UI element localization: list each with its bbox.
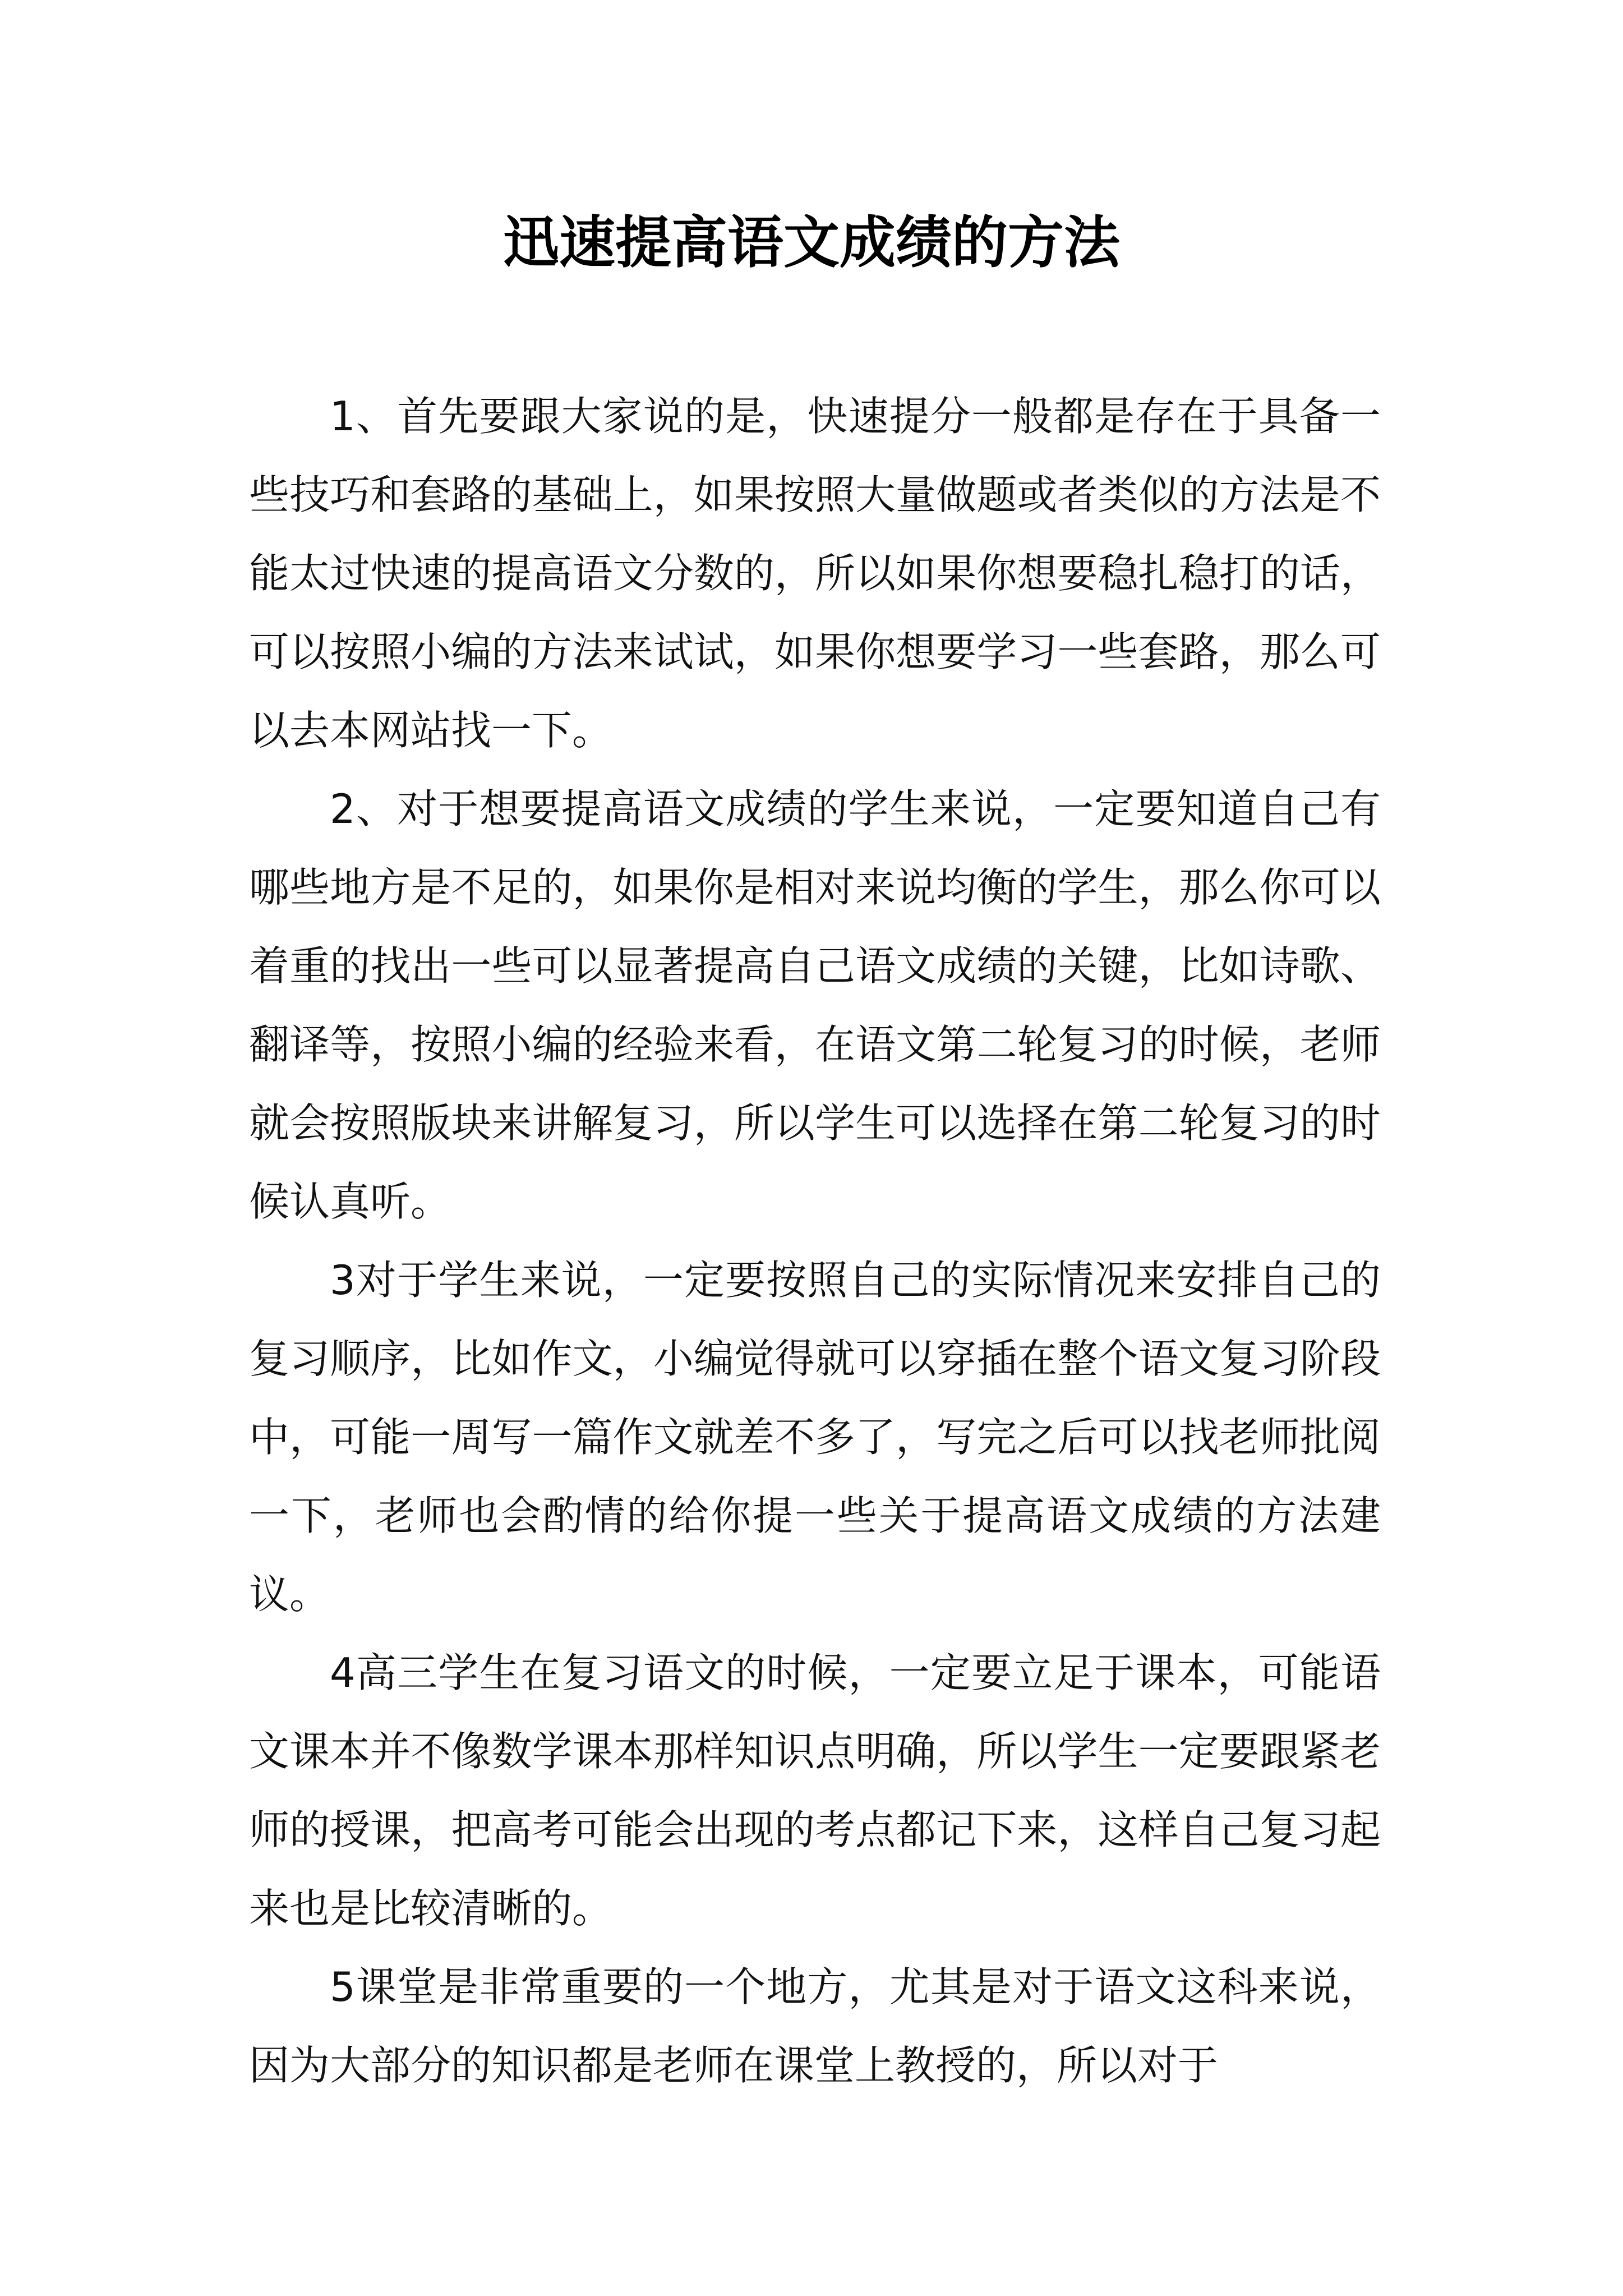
paragraph-4: 4高三学生在复习语文的时候，一定要立足于课本，可能语文课本并不像数学课本那样知识点明确，所以学生一定要跟紧老师的授课，把高考可能会出现的考点都记下来，这样自己复习起来也是比较清晰的。: [249, 1649, 1381, 1932]
paragraph-5: 5课堂是非常重要的一个地方，尤其是对于语文这科来说，因为大部分的知识都是老师在课堂上教授的，所以对于: [249, 1963, 1381, 2089]
document-body: [249, 377, 1381, 2105]
paragraph-3: 3对于学生来说，一定要按照自己的实际情况来安排自己的复习顺序，比如作文，小编觉得就可以穿插在整个语文复习阶段中，可能一周写一篇作文就差不多了，写完之后可以找老师批阅一下，老师也会酌情的给你提一些关于提高语文成绩的方法建议。: [249, 1257, 1381, 1618]
paragraph-1: 1、首先要跟大家说的是，快速提分一般都是存在于具备一些技巧和套路的基础上，如果按照大量做题或者类似的方法是不能太过快速的提高语文分数的，所以如果你想要稳扎稳打的话，可以按照小编的方法来试试，如果你想要学习一些套路，那么可以去本网站找一下。: [249, 393, 1381, 754]
paragraph-2: 2、对于想要提高语文成绩的学生来说，一定要知道自己有哪些地方是不足的，如果你是相对来说均衡的学生，那么你可以着重的找出一些可以显著提高自己语文成绩的关键，比如诗歌、翻译等，按照小编的经验来看，在语文第二轮复习的时候，老师就会按照版块来讲解复习，所以学生可以选择在第二轮复习的时候认真听。: [249, 785, 1381, 1225]
document-title: 迅速提高语文成绩的方法: [503, 209, 1120, 275]
